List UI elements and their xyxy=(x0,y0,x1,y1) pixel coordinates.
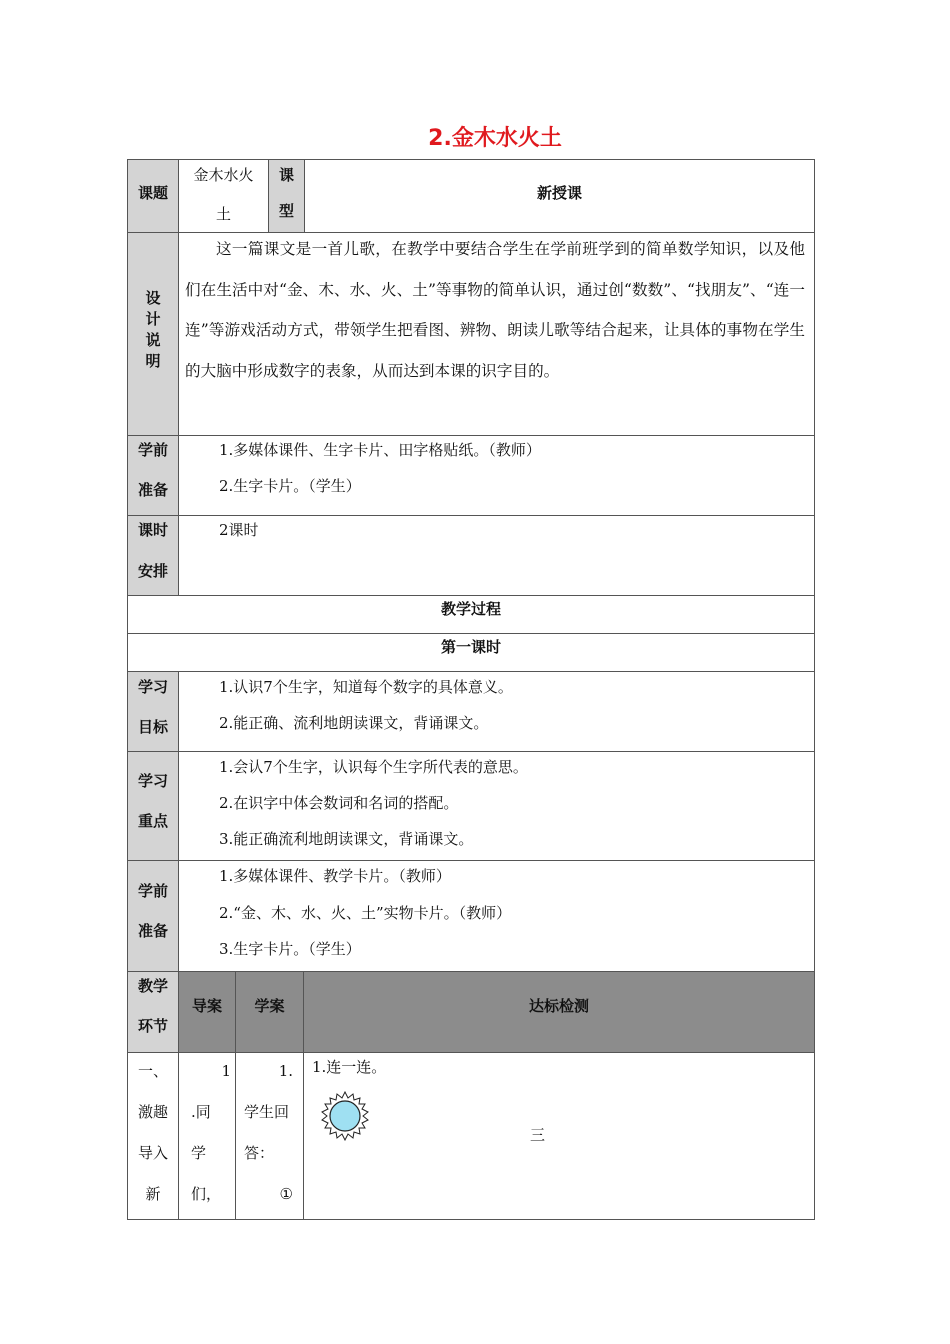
rule xyxy=(127,751,815,752)
rule xyxy=(178,671,179,1220)
guide-cell xyxy=(181,1051,233,1215)
goals-label: 目标 xyxy=(137,718,168,736)
keypoints-item: 3.能正确流利地朗读课文，背诵课文。 xyxy=(219,830,474,848)
stage-text: 导入 xyxy=(137,1144,168,1162)
keypoints-item: 1.会认7个生字，认识每个生字所代表的意思。 xyxy=(219,758,528,776)
study-text: 答： xyxy=(244,1144,275,1162)
type-label: 课 xyxy=(278,166,294,184)
stage-header: 环节 xyxy=(137,1017,168,1035)
check-char: 三 xyxy=(530,1126,546,1144)
design-label-char: 计 xyxy=(145,310,161,328)
prep1-label: 学前 xyxy=(137,441,168,459)
rule xyxy=(127,515,815,516)
design-text: 这一篇课文是一首儿歌，在教学中要结合学生在学前班学到的简单数学知识，以及他们在生活中对“金、木、水、火、土”等事物的简单认识，通过创“数数”、“找朋友”、“连一连”等游戏活动方式，带领学生把看图、辨物、朗读儿歌等结合起来，让具体的事物在学生的大脑中形成数字的表象，从而达到本课的识字目的。 xyxy=(185,240,805,380)
study-header: 学案 xyxy=(254,997,285,1015)
guide-text: .同 xyxy=(191,1103,211,1121)
schedule-label: 安排 xyxy=(137,562,168,580)
prep1-item: 2.生字卡片。（学生） xyxy=(219,477,361,495)
sun-icon xyxy=(320,1091,370,1141)
keypoints-label: 学习 xyxy=(137,772,168,790)
check-header: 达标检测 xyxy=(528,997,589,1015)
rule xyxy=(127,671,815,672)
design-label-char: 说 xyxy=(145,331,161,349)
rule xyxy=(127,435,815,436)
type-label: 型 xyxy=(278,202,294,220)
keypoints-item: 2.在识字中体会数词和名词的搭配。 xyxy=(219,794,459,812)
stage-text: 激趣 xyxy=(137,1103,168,1121)
goals-item: 1.认识7个生字，知道每个数字的具体意义。 xyxy=(219,678,513,696)
prep2-item: 3.生字卡片。（学生） xyxy=(219,940,361,958)
prep1-item: 1.多媒体课件、生字卡片、田字格贴纸。（教师） xyxy=(219,441,541,459)
study-cell xyxy=(238,1051,301,1215)
guide-text: 们， xyxy=(191,1185,222,1203)
topic-value: 土 xyxy=(215,205,231,223)
prep2-label: 准备 xyxy=(137,922,168,940)
study-text: ① xyxy=(279,1185,293,1203)
rule xyxy=(178,159,179,596)
guide-header: 导案 xyxy=(191,997,222,1015)
process-title: 教学过程 xyxy=(440,600,501,618)
prep2-label: 学前 xyxy=(137,882,168,900)
schedule-label: 课时 xyxy=(137,521,168,539)
prep1-label: 准备 xyxy=(137,481,168,499)
goals-label: 学习 xyxy=(137,678,168,696)
goals-item: 2.能正确、流利地朗读课文，背诵课文。 xyxy=(219,714,489,732)
rule xyxy=(127,971,815,972)
prep2-item: 1.多媒体课件、教学卡片。（教师） xyxy=(219,867,451,885)
topic-label: 课题 xyxy=(137,184,168,202)
stage-text: 新 xyxy=(145,1185,161,1203)
study-text: 1. xyxy=(278,1062,293,1080)
design-label-char: 设 xyxy=(145,289,161,307)
type-value: 新授课 xyxy=(536,184,582,202)
stage-header: 教学 xyxy=(137,977,168,995)
page-title: 2.金木水火土 xyxy=(428,126,562,151)
design-label xyxy=(128,288,178,372)
rule xyxy=(127,860,815,861)
lesson-title: 第一课时 xyxy=(440,638,501,656)
guide-text: 1 xyxy=(221,1062,231,1080)
prep2-item: 2.“金、木、水、火、土”实物卡片。（教师） xyxy=(219,904,512,922)
stage-text: 一、 xyxy=(137,1062,168,1080)
stage-cell xyxy=(128,1051,178,1215)
guide-text: 学 xyxy=(191,1144,207,1162)
topic-value: 金木水火 xyxy=(193,166,254,184)
study-text: 学生回 xyxy=(244,1103,290,1121)
schedule-value: 2课时 xyxy=(219,521,259,539)
design-label-char: 明 xyxy=(145,352,161,370)
check-item: 1.连一连。 xyxy=(312,1058,387,1076)
keypoints-label: 重点 xyxy=(137,812,168,830)
